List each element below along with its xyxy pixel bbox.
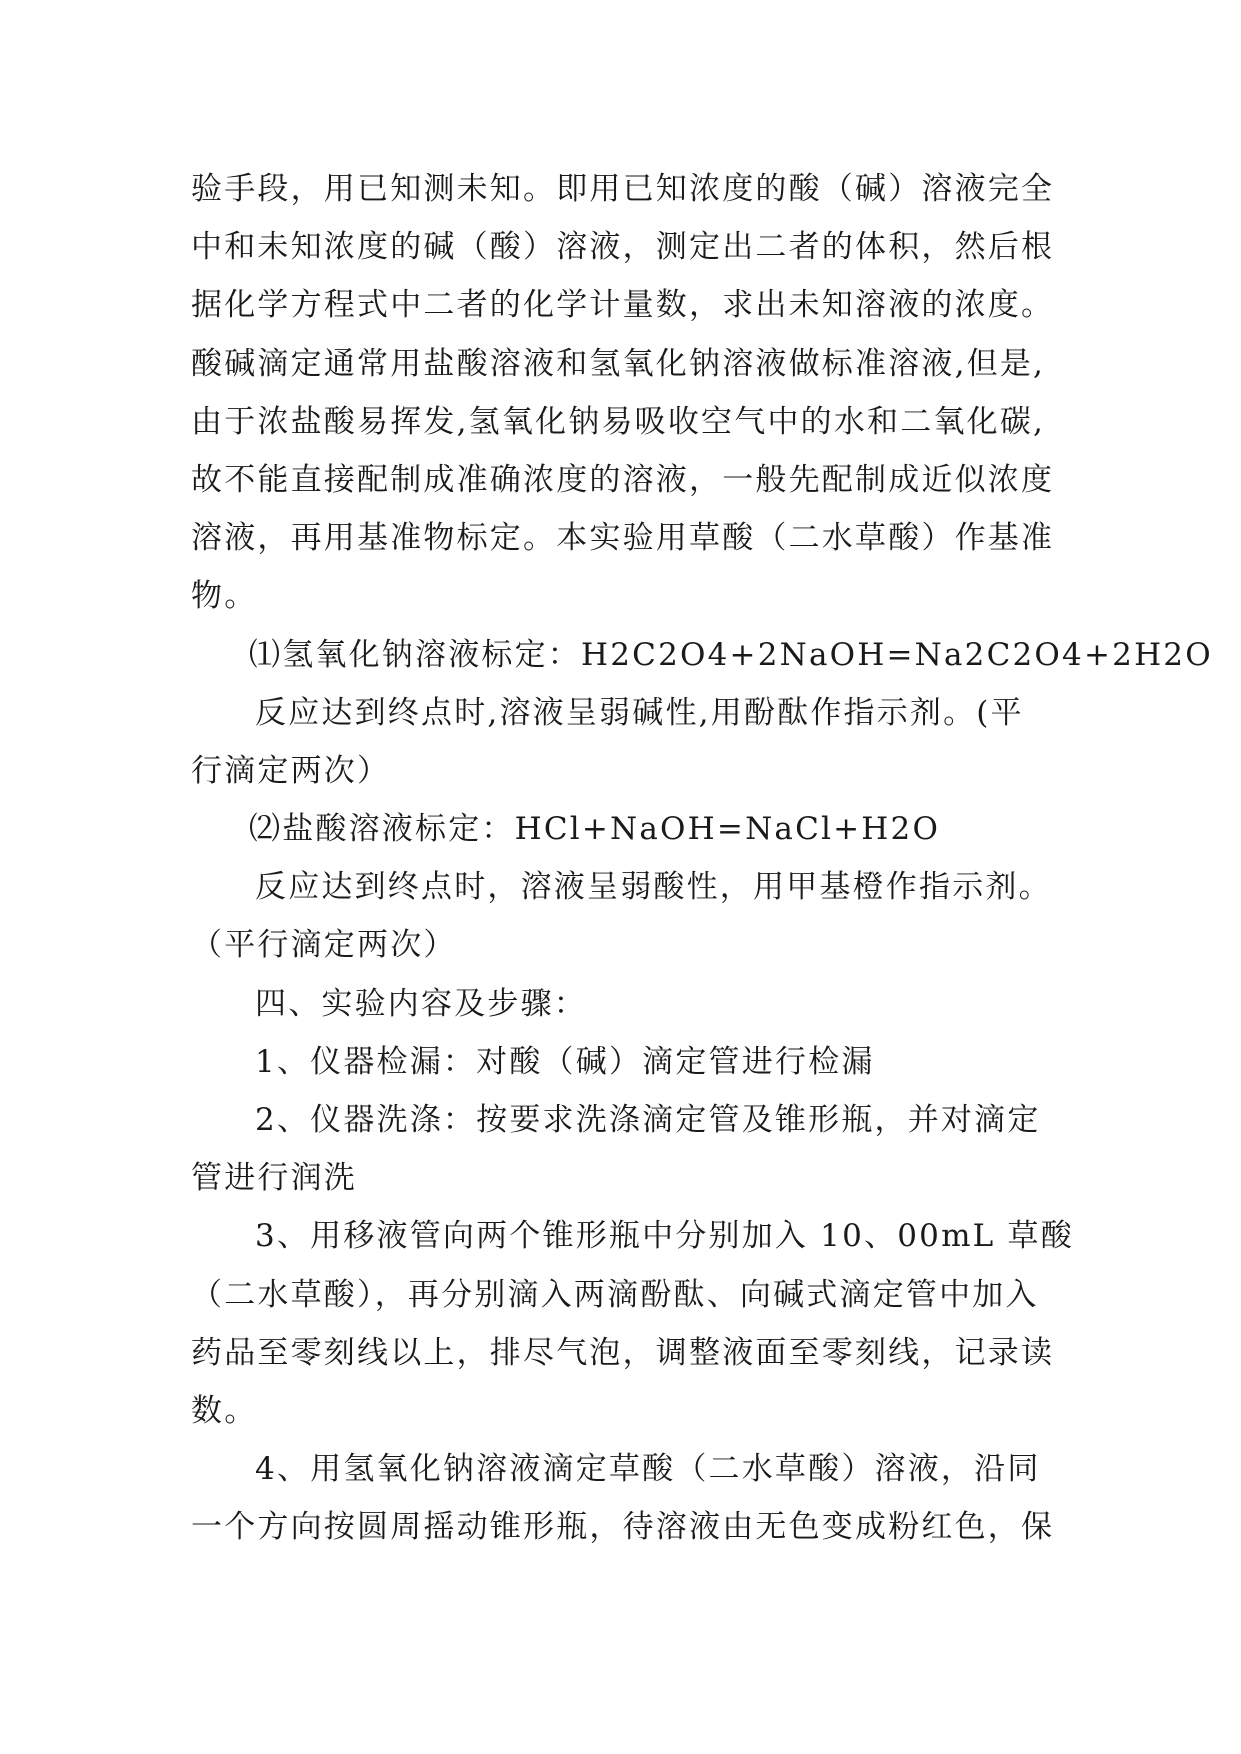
text-line: （平行滴定两次） (191, 927, 457, 964)
equation-line-naoh: ⑴氢氧化钠溶液标定：H2C2O4+2NaOH=Na2C2O4+2H2O (249, 636, 1213, 673)
document-body (191, 160, 1213, 1557)
text-line: 物。 (191, 578, 258, 615)
text-line: 验手段，用已知测未知。即用已知浓度的酸（碱）溶液完全 (191, 171, 1055, 207)
text-line: 故不能直接配制成准确浓度的溶液，一般先配制成近似浓度 (191, 461, 1055, 498)
section-heading: 四、实验内容及步骤： (255, 985, 587, 1022)
text-line: 据化学方程式中二者的化学计量数，求出未知溶液的浓度。 (191, 287, 1055, 324)
step-line: 3、用移液管向两个锥形瓶中分别加入 10、00mL 草酸 (255, 1218, 1074, 1255)
step-line: 1、仪器检漏：对酸（碱）滴定管进行检漏 (255, 1043, 875, 1080)
step-line: 2、仪器洗涤：按要求洗涤滴定管及锥形瓶，并对滴定 (255, 1102, 1041, 1138)
text-line: 溶液，再用基准物标定。本实验用草酸（二水草酸）作基准 (191, 520, 1055, 557)
text-line: 由于浓盐酸易挥发,氢氧化钠易吸收空气中的水和二氧化碳, (191, 403, 1046, 440)
text-line: 反应达到终点时，溶液呈弱酸性，用甲基橙作指示剂。 (255, 869, 1052, 906)
equation-line-hcl: ⑵盐酸溶液标定：HCl+NaOH=NaCl+H2O (249, 811, 941, 848)
text-line: 行滴定两次） (191, 752, 391, 789)
step-line: 4、用氢氧化钠溶液滴定草酸（二水草酸）溶液，沿同 (255, 1451, 1041, 1488)
text-line: 中和未知浓度的碱（酸）溶液，测定出二者的体积，然后根 (191, 229, 1055, 266)
text-line: 一个方向按圆周摇动锥形瓶，待溶液由无色变成粉红色，保 (191, 1509, 1055, 1546)
text-line: 药品至零刻线以上，排尽气泡，调整液面至零刻线，记录读 (191, 1334, 1055, 1371)
text-line: 酸碱滴定通常用盐酸溶液和氢氧化钠溶液做标准溶液,但是, (191, 345, 1046, 382)
text-line: 数。 (191, 1392, 258, 1429)
text-line: 管进行润洗 (191, 1160, 357, 1197)
text-line: 反应达到终点时,溶液呈弱碱性,用酚酞作指示剂。(平 (255, 694, 1024, 731)
text-line: （二水草酸），再分别滴入两滴酚酞、向碱式滴定管中加入 (191, 1276, 1039, 1313)
